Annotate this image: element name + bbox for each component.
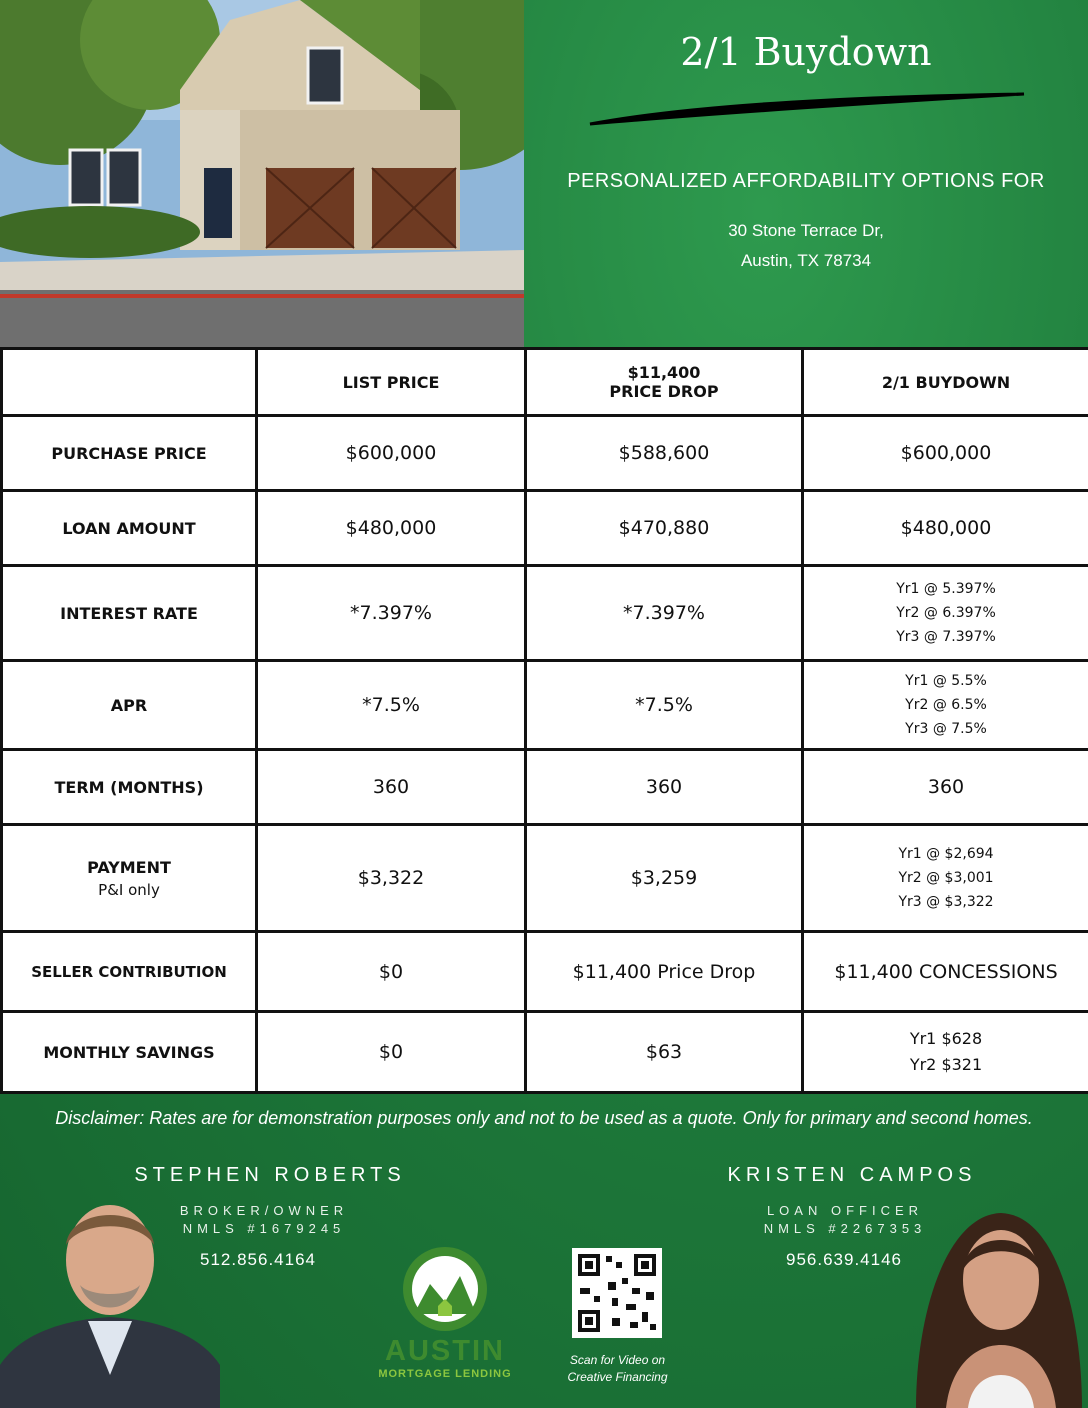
buydown-line: Yr2 @ $3,001 xyxy=(898,870,994,886)
cell-list: $600,000 xyxy=(257,416,526,491)
cell-buydown xyxy=(803,566,1088,661)
row-label-purchase-price: PURCHASE PRICE xyxy=(2,416,257,491)
row-label-interest-rate: INTEREST RATE xyxy=(2,566,257,661)
table-row xyxy=(2,491,1088,566)
agent2-phone: 956.639.4146 xyxy=(786,1250,902,1269)
header-panel xyxy=(524,0,1088,347)
cell-list: $3,322 xyxy=(257,825,526,932)
cell-buydown: $11,400 CONCESSIONS xyxy=(803,932,1088,1012)
austin-mortgage-logo-icon xyxy=(400,1244,490,1334)
brush-stroke-divider xyxy=(588,92,1028,132)
table-row xyxy=(2,416,1088,491)
cell-buydown xyxy=(803,661,1088,750)
qr-caption-line2: Creative Financing xyxy=(567,1370,668,1384)
header-blank xyxy=(2,349,257,416)
logo-wordmark: AUSTIN xyxy=(385,1335,505,1367)
address-line2: Austin, TX 78734 xyxy=(740,251,872,270)
agent2-photo xyxy=(906,1195,1088,1408)
buydown-line: Yr1 @ 5.5% xyxy=(905,673,987,689)
cell-buydown: 360 xyxy=(803,750,1088,825)
buydown-line: Yr2 @ 6.5% xyxy=(905,697,987,713)
row-label-seller-contribution: SELLER CONTRIBUTION xyxy=(2,932,257,1012)
header-list-price: LIST PRICE xyxy=(257,349,526,416)
cell-buydown xyxy=(803,825,1088,932)
header-buydown: 2/1 BUYDOWN xyxy=(803,349,1088,416)
subtitle: PERSONALIZED AFFORDABILITY OPTIONS FOR xyxy=(567,170,1045,192)
cell-buydown: $600,000 xyxy=(803,416,1088,491)
agent2-role: LOAN OFFICER xyxy=(766,1203,924,1218)
buydown-line: Yr3 @ 7.397% xyxy=(896,629,996,645)
cell-drop: *7.397% xyxy=(526,566,803,661)
cell-list: $0 xyxy=(257,1012,526,1093)
buydown-line: Yr2 @ 6.397% xyxy=(896,605,996,621)
cell-drop: $588,600 xyxy=(526,416,803,491)
agent1-phone: 512.856.4164 xyxy=(200,1250,316,1269)
cell-buydown xyxy=(803,1012,1088,1093)
cell-drop: $11,400 Price Drop xyxy=(526,932,803,1012)
agent2-nmls: NMLS #2267353 xyxy=(763,1221,927,1236)
table-row xyxy=(2,661,1088,750)
table-header-row xyxy=(2,349,1088,416)
header-price-drop-amount: $11,400 xyxy=(627,363,701,382)
buydown-line: Yr1 @ 5.397% xyxy=(896,581,996,597)
document-title: 2/1 Buydown xyxy=(680,30,932,74)
buydown-line: Yr3 @ $3,322 xyxy=(898,894,994,910)
qr-caption xyxy=(540,1352,695,1386)
table-row xyxy=(2,566,1088,661)
agent1-nmls: NMLS #1679245 xyxy=(182,1221,346,1236)
cell-drop: $63 xyxy=(526,1012,803,1093)
row-label-term: TERM (MONTHS) xyxy=(2,750,257,825)
table-row xyxy=(2,932,1088,1012)
cell-drop: *7.5% xyxy=(526,661,803,750)
buydown-line: Yr2 $321 xyxy=(909,1055,983,1074)
header-price-drop-label: PRICE DROP xyxy=(609,382,719,401)
comparison-table xyxy=(0,347,1088,1094)
table-row xyxy=(2,825,1088,932)
cell-drop: $470,880 xyxy=(526,491,803,566)
buydown-line: Yr3 @ 7.5% xyxy=(905,721,987,737)
table-row xyxy=(2,750,1088,825)
buydown-line: Yr1 @ $2,694 xyxy=(898,846,994,862)
cell-drop: $3,259 xyxy=(526,825,803,932)
cell-list: *7.5% xyxy=(257,661,526,750)
cell-list: 360 xyxy=(257,750,526,825)
address-line1: 30 Stone Terrace Dr, xyxy=(728,221,884,240)
agent1-photo xyxy=(0,1185,220,1408)
table-row xyxy=(2,1012,1088,1093)
header-price-drop xyxy=(526,349,803,416)
qr-code-icon[interactable] xyxy=(572,1248,662,1338)
agent1-name: STEPHEN ROBERTS xyxy=(134,1164,406,1186)
payment-label: PAYMENT xyxy=(87,857,171,877)
cell-drop: 360 xyxy=(526,750,803,825)
cell-list: *7.397% xyxy=(257,566,526,661)
cell-list: $0 xyxy=(257,932,526,1012)
agent1-role: BROKER/OWNER xyxy=(179,1203,349,1218)
row-label-monthly-savings: MONTHLY SAVINGS xyxy=(2,1012,257,1093)
row-label-payment xyxy=(2,825,257,932)
payment-sublabel: P&I only xyxy=(98,880,160,899)
row-label-apr: APR xyxy=(2,661,257,750)
house-photo xyxy=(0,0,524,347)
buydown-line: Yr1 $628 xyxy=(909,1029,983,1048)
qr-caption-line1: Scan for Video on xyxy=(569,1353,666,1367)
agent2-name: KRISTEN CAMPOS xyxy=(727,1164,977,1186)
cell-list: $480,000 xyxy=(257,491,526,566)
cell-buydown: $480,000 xyxy=(803,491,1088,566)
disclaimer: Disclaimer: Rates are for demonstration purposes only and not to be used as a quote. Only for primary and second homes. xyxy=(55,1108,1033,1128)
row-label-loan-amount: LOAN AMOUNT xyxy=(2,491,257,566)
logo-subtext: MORTGAGE LENDING xyxy=(378,1368,512,1380)
